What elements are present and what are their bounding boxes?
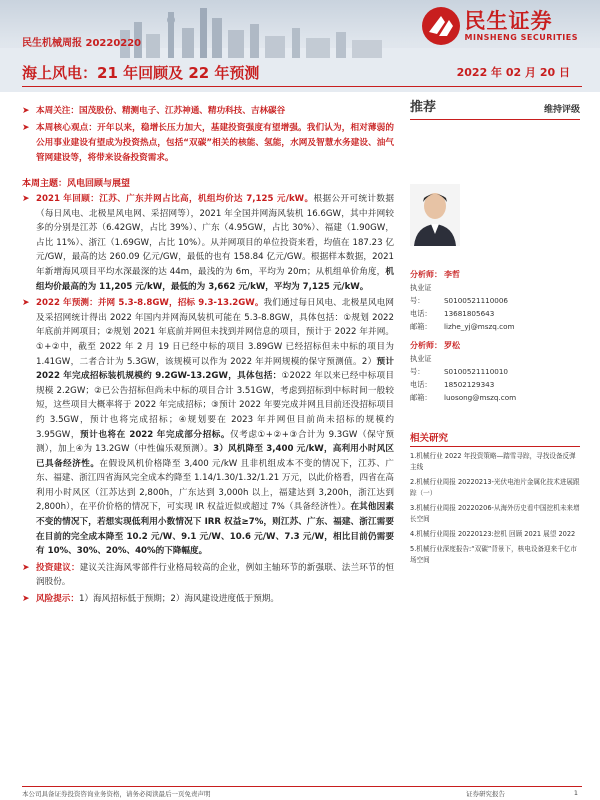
section-title: 本周主题：风电回顾与展望 (22, 179, 131, 189)
related-research-item[interactable]: 4.机械行业周报 20220123:挖机 回顾 2021 展望 2022 (410, 530, 576, 538)
related-research-item[interactable]: 2.机械行业周报 20220213-光伏电池片金属化技术进展跟踪（一） (410, 478, 580, 497)
email-label: 邮箱： (410, 393, 432, 402)
arrow-bullet-icon: ➤ (22, 594, 30, 605)
cert-label: 执业证号： (410, 283, 432, 305)
focus-label: 本周核心观点： (36, 123, 98, 133)
related-research-item[interactable]: 1.机械行业 2022 年投资策略—踏雪寻踪，寻找设备反弹主线 (410, 452, 576, 471)
rating-label: 维持评级 (543, 105, 580, 115)
paragraph-investment-advice (22, 561, 394, 590)
focus-label: 本周关注： (36, 106, 79, 116)
paragraph-body: 建议关注海风零部件行业格局较高的企业，例如主轴环节的新强联、法兰环节的恒润股份。 (36, 562, 394, 588)
main-content (22, 104, 394, 609)
analyst-photo-avatar (410, 184, 460, 246)
email-address[interactable]: luosong@mszq.com (444, 393, 517, 402)
paragraph-highlight: 机组均价最高的为 11,205 元/kW，最低的为 3,662 元/kW，平均为 7,125 元/kW。 (36, 266, 394, 292)
arrow-bullet-icon: ➤ (22, 298, 30, 309)
logo-chinese-name: 民生证券 (464, 9, 553, 33)
phone-label: 电话： (410, 380, 432, 389)
report-series: 民生机械周报 20220220 (22, 38, 142, 49)
analyst-card (410, 268, 580, 333)
minsheng-logo-icon (421, 6, 461, 46)
arrow-bullet-icon: ➤ (22, 562, 30, 573)
phone-number: 13681805643 (444, 309, 495, 318)
analyst-name: 罗松 (444, 341, 460, 350)
email-label: 邮箱： (410, 322, 432, 331)
sidebar (410, 96, 580, 570)
paragraph-body: 我们通过每日风电、北极星风电网及采招网统计得出 2022 年国内并网海风装机可能在 5.3-8.8GW，具体包括：①规划 2022 年底前并网项目；②规划 2021 年底前并网但未找到并网信息的项目，预计于 2022 年并网。①+②中，截至 2022 年 2 月 19 日已经中标的项目 3.89GW 已经招标但未中标的项目为 1.41GW，二者合计为 5.3GW，该规模可以作为 2022 年并网规模的保守预测值。2） (36, 298, 394, 367)
footer-divider (22, 786, 582, 787)
title-divider (22, 86, 582, 87)
paragraph-review (22, 192, 394, 294)
arrow-bullet-icon: ➤ (22, 106, 30, 116)
paragraph-heading: 2021 年回顾：江苏、广东并网占比高，机组均价达 7,125 元/kW。 (36, 194, 314, 204)
phone-label: 电话： (410, 309, 432, 318)
paragraph-heading: 2022 年预测：并网 5.3-8.8GW，招标 9.3-13.2GW。 (36, 298, 264, 309)
report-title: 海上风电：21 年回顾及 22 年预测 (22, 64, 260, 82)
focus-item (22, 121, 394, 166)
arrow-bullet-icon: ➤ (22, 194, 30, 204)
paragraph-body: 仅考虑①+②+③合计为 9.3GW（保守预测），加上④为 13.2GW（中性偏乐观预测）。 (36, 429, 395, 455)
page-number: 1 (573, 789, 578, 797)
footer-disclaimer: 本公司具备证券投资咨询业务资格，请务必阅读最后一页免责声明 (22, 790, 211, 798)
footer-report-type: 证券研究报告 (466, 790, 505, 798)
focus-item (22, 104, 394, 119)
paragraph-highlight: 预计 2022 年完成招标装机规模约 9.2GW-13.2GW，具体包括： (36, 356, 394, 382)
company-logo (421, 6, 579, 46)
analyst-name: 李哲 (444, 270, 460, 279)
related-research-item[interactable]: 3.机械行业周报 20220206-从海外历史看中国挖机未来增长空间 (410, 504, 580, 523)
focus-text: 国茂股份、精测电子、江苏神通、精功科技、吉林碳谷 (78, 106, 286, 116)
analyst-name-label: 分析师： (410, 270, 442, 279)
paragraph-highlight: 3）风机降至 3,400 元/kW，高利用小时风区已具备经济性。 (36, 444, 394, 469)
analyst-card (410, 339, 580, 404)
paragraph-risk (22, 592, 394, 607)
paragraph-body: ①2022 年以来已经中标项目规模 2.2GW；②已公告招标但尚未中标的项目合计 3.51GW，考虑到招标到中标时间一般较短，这些项目大概率将于 2022 年完成招标；③预计 2022 年要完成并网且目前还没招标项目约 3.5GW，预计也将完成招标；④规划要在 2023 年并网但目前尚未招标的规模约 3.95GW， (36, 371, 395, 440)
paragraph-body: 根据公开可统计数据（每日风电、北极星风电网、采招网等），2021 年全国并网海风装机 16.6GW，其中并网较多的分别是江苏（6.42GW，占比 39%）、广东（4.95GW，占比 30%）、福建（1.90GW，占比 11%）、浙江（1.69GW，占比 10%）。从并网项目的单位投资来看，均值在 187.23 亿元/GW，最高的达 260.09 亿元/GW，最低的也有 158.84 亿元/GW。根据样本数据，2021 年新增海风项目平均水深最深的达 44m，最浅的为 6m，平均为 20m；从机组单价角度， (36, 194, 394, 277)
email-address[interactable]: lizhe_yj@mszq.com (444, 322, 515, 331)
paragraph-heading: 风险提示： (36, 594, 79, 605)
recommendation-title: 推荐 (410, 100, 437, 115)
arrow-bullet-icon: ➤ (22, 123, 30, 133)
phone-number: 18502129343 (444, 380, 495, 389)
cert-label: 执业证号： (410, 354, 432, 376)
paragraph-body: 1）海风招标低于预期；2）海风建设进度低于预期。 (78, 594, 279, 605)
paragraph-highlight: 预计也将在 2022 年完成部分招标。 (80, 429, 231, 440)
paragraph-body: 在假设风机价格降至 3,400 元/kW 且非机组成本不变的情况下，江苏、广东、福建、浙江四省海风完全成本约降至 1.14/1.30/1.32/1.21 万元，以此价格看，四省在高利用小时风区（江苏达到 2,800h，广东达到 3,000h 以上，福建达到 3,200h，浙江达到 2,800h），在平价价格的情况下，可实现 IR 权益近似或超过 7%（具备经济性）。 (36, 458, 394, 513)
paragraph-forecast (22, 296, 394, 559)
focus-text: 开年以来，稳增长压力加大，基建投资强度有望增强。我们认为，相对薄弱的公用事业建设有望成为投资热点，包括“双碳”相关的核能、氢能，水网及智慧水务建设、油气管网建设等，将带来设备投资需求。 (36, 123, 394, 163)
related-research-item[interactable]: 5.机械行业深度报告:“双碳”背景下，核电设备迎来千亿市场空间 (410, 545, 577, 564)
related-research-title: 相关研究 (410, 430, 580, 447)
recommendation-row (410, 96, 580, 120)
header-banner (0, 0, 600, 92)
paragraph-heading: 投资建议： (36, 562, 80, 573)
analyst-name-label: 分析师： (410, 341, 442, 350)
cert-number: S0100521110010 (444, 367, 509, 376)
cert-number: S0100521110006 (444, 296, 509, 305)
logo-english-name: MINSHENG SECURITIES (464, 33, 578, 42)
report-date: 2022 年 02 月 20 日 (456, 66, 570, 79)
paragraph-highlight: 在其他因素不变的情况下，若想实现低利用小数情况下 IRR 权益≥7%，则江苏、广东、福建、浙江需要在目前的完全成本降至 10.2 元/W、9.1 元/W、10.6 元/W、7.3 元/W，相比目前仍需要有 10%、30%、20%、40%的下降幅度。 (36, 502, 394, 557)
